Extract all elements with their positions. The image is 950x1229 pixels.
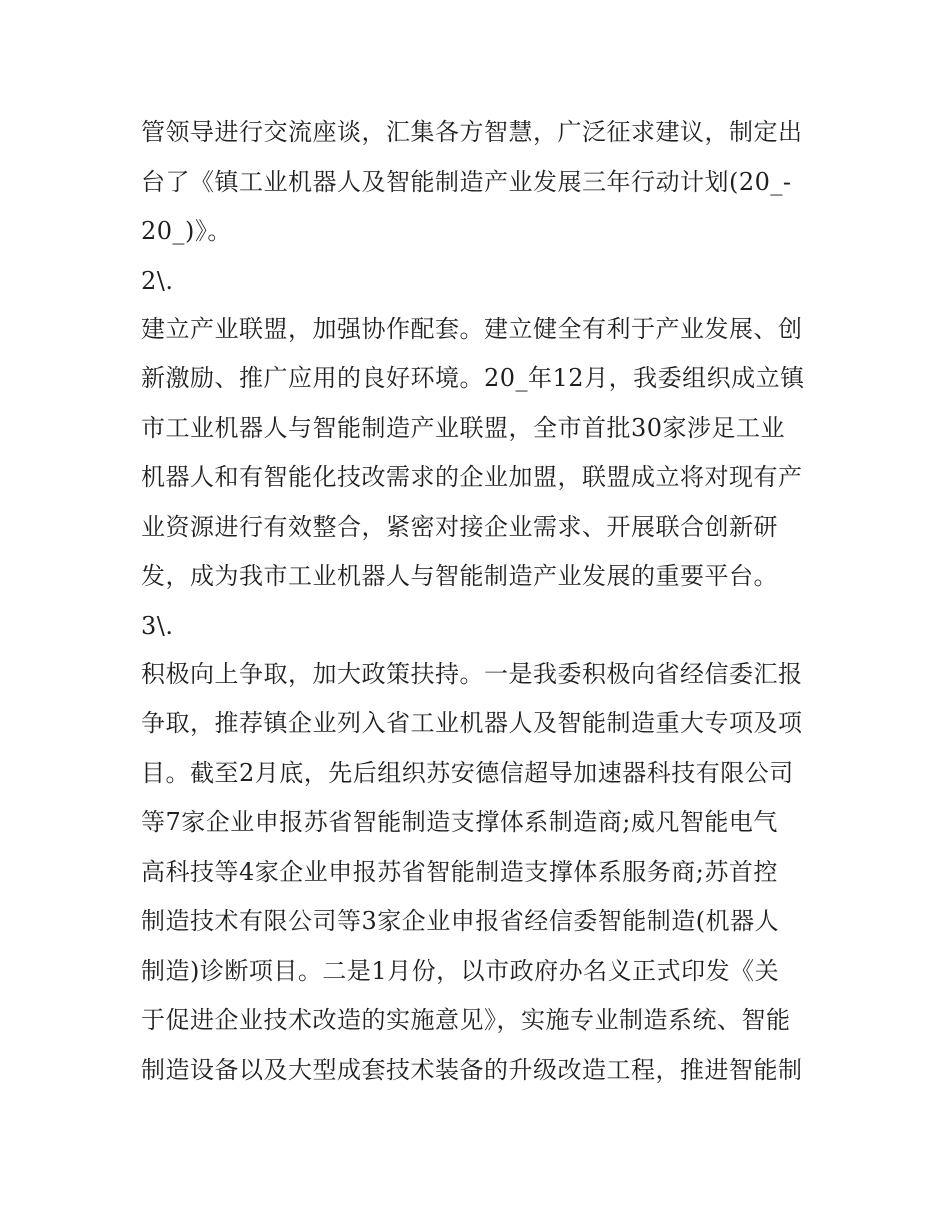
text-line: 业资源进行有效整合，紧密对接企业需求、开展联合创新研	[141, 512, 778, 541]
text-line: 于促进企业技术改造的实施意见》，实施专业制造系统、智能	[141, 1006, 791, 1034]
text-line: 积极向上争取，加大政策扶持。一是我委积极向省经信委汇报	[141, 659, 803, 688]
text-line: 等7家企业申报苏省智能制造支撑体系制造商;威凡智能电气	[141, 808, 778, 836]
text-line: 机器人和有智能化技改需求的企业加盟，联盟成立将对现有产	[141, 463, 803, 491]
section-number: 2\.	[141, 266, 174, 295]
text-line: 制造)诊断项目。二是1月份，以市政府办名义正式印发《关	[141, 956, 780, 985]
text-line: 建立产业联盟，加强协作配套。建立健全有利于产业发展、创	[141, 314, 803, 343]
text-line: 高科技等4家企业申报苏省智能制造支撑体系服务商;苏首控	[141, 857, 778, 886]
text-line: 台了《镇工业机器人及智能制造产业发展三年行动计划(20_-	[141, 167, 792, 196]
text-line: 管领导进行交流座谈，汇集各方智慧，广泛征求建议，制定出	[141, 118, 803, 146]
text-line: 新激励、推广应用的良好环境。20_年12月，我委组织成立镇	[141, 364, 805, 392]
text-line: 发，成为我市工业机器人与智能制造产业发展的重要平台。	[141, 562, 778, 590]
text-line: 目。截至2月底，先后组织苏安德信超导加速器科技有限公司	[141, 758, 794, 787]
section-number: 3\.	[141, 611, 174, 640]
body-text	[141, 108, 821, 1095]
text-line: 制造技术有限公司等3家企业申报省经信委智能制造(机器人	[141, 907, 780, 935]
text-line: 市工业机器人与智能制造产业联盟，全市首批30家涉足工业	[141, 413, 786, 442]
text-line: 20_)》。	[141, 217, 232, 245]
text-line: 制造设备以及大型成套技术装备的升级改造工程，推进智能制	[141, 1055, 803, 1084]
text-line: 争取，推荐镇企业列入省工业机器人及智能制造重大专项及项	[141, 709, 803, 737]
